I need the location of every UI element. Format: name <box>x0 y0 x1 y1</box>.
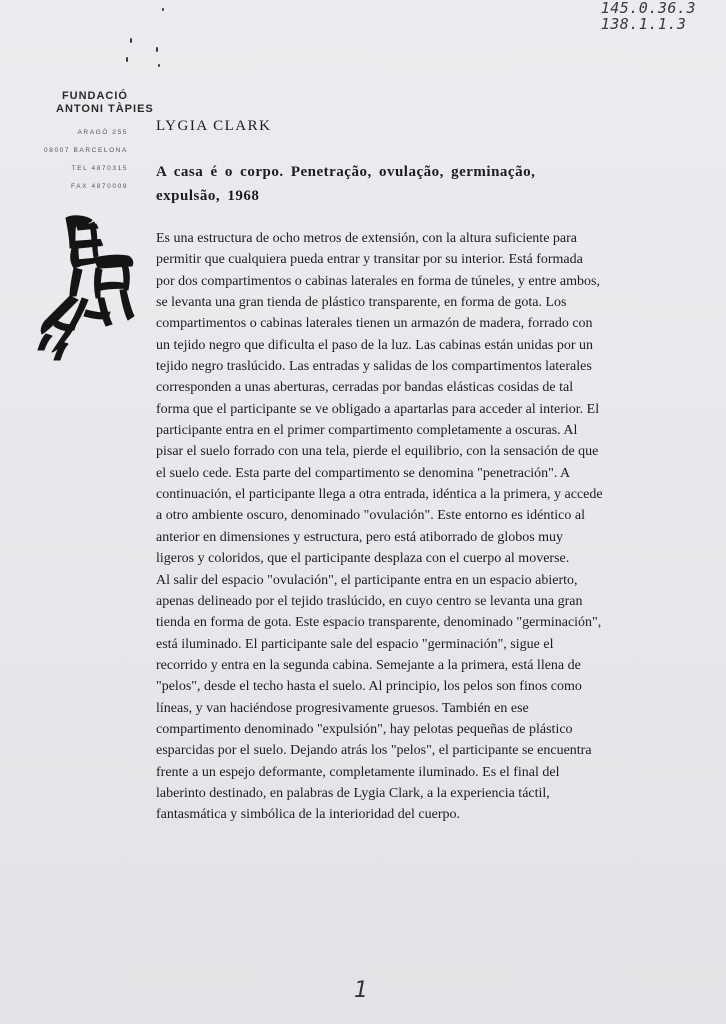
org-name <box>56 90 154 116</box>
document-body <box>156 228 604 826</box>
address-city: 08007 BARCELONA <box>44 147 128 154</box>
org-name-line: ANTONI TÀPIES <box>56 103 154 115</box>
body-paragraph: Es una estructura de ocho metros de extensión, con la altura suficiente para permitir que cualquiera pueda entrar y transitar por su interior. Está formada por dos compartimentos o cabinas laterales en forma de túneles, y entre ambos, se levanta una gran tienda de plástico transparente, en forma de gota. Los compartimentos o cabinas laterales tienen un armazón de madera, forrado con un tejido negro que dificulta el paso de la luz. Las cabinas están unidas por un tejido negro traslúcido. Las entradas y salidas de los compartimentos laterales corresponden a unas aberturas, cerradas por bandas elásticas cosidas de tal forma que el participante se ve obligado a apartarlas para acceder al interior. El participante entra en el primer compartimento completamente a oscuras. Al pisar el suelo forrado con una tela, pierde el equilibrio, con la sensación de que el suelo cede. Esta parte del compartimento se denomina "penetración". A continuación, el participante llega a otra entrada, idéntica a la primera, y accede a otro ambiente oscuro, denominado "ovulación". Este entorno es idéntico al anterior en dimensiones y estructura, pero está atiborrado de globos muy ligeros y coloridos, que el participante desplaza con el cuerpo al moverse. <box>156 231 603 567</box>
org-name-line: FUNDACIÓ <box>61 90 128 102</box>
chair-logo-icon <box>36 212 140 362</box>
body-paragraph: Al salir del espacio "ovulación", el participante entra en un espacio abierto, apenas delineado por el tejido traslúcido, en cuyo centro se levanta una gran tienda en forma de gota. Este espacio transparente, denominado "germinación", está iluminado. El participante sale del espacio "germinación", sigue el recorrido y entra en la segunda cabina. Semejante a la primera, está llena de "pelos", desde el techo hasta el suelo. Al principio, los pelos son finos como líneas, y van haciéndose progresivamente gruesos. También en ese compartimento denominado "expulsión", hay pelotas pequeñas de plástico esparcidas por el suelo. Dejando atrás los "pelos", el participante se encuentra frente a un espejo deformante, completamente iluminado. Es el final del laberinto destinado, en palabras de Lygia Clark, a la experiencia táctil, fantasmática y simbólica de la interioridad del cuerpo. <box>156 572 602 823</box>
archive-code-line: 138.1.1.3 <box>600 15 687 33</box>
archive-reference-code <box>601 0 696 32</box>
archive-code-line: 145.0.36.3 <box>600 0 696 17</box>
address-phone: TEL 4870315 <box>71 165 128 172</box>
address-fax: FAX 4870009 <box>71 183 128 190</box>
document-subtitle: A casa é o corpo. Penetração, ovulação, germinação, expulsão, 1968 <box>156 164 536 204</box>
document-title: LYGIA CLARK <box>156 118 272 134</box>
page-number: 1 <box>354 978 368 1003</box>
address-street: ARAGÓ 255 <box>77 129 128 136</box>
